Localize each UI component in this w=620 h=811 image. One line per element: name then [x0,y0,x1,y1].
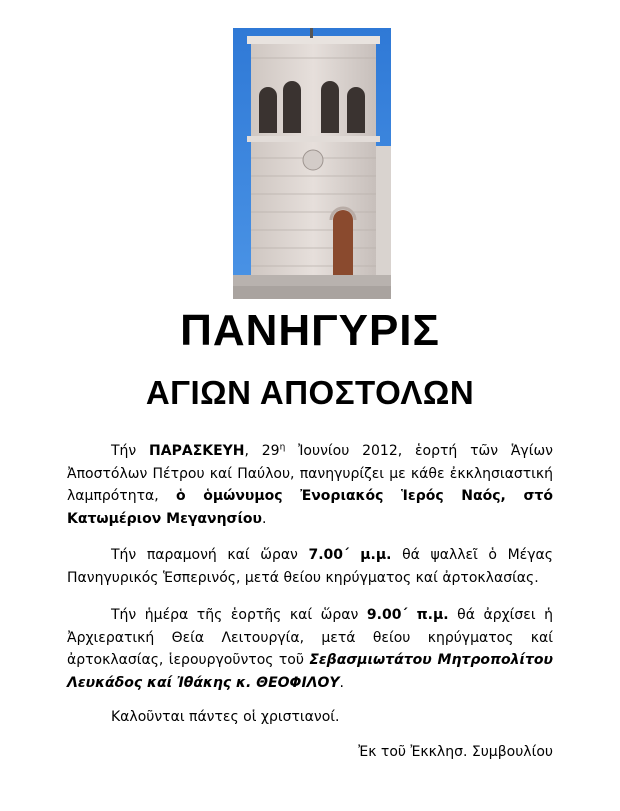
p4-text: Καλοῦνται πάντες οἱ χριστιανοί. [111,709,340,725]
p2-time: 7.00΄ μ.μ. [308,547,392,563]
p2-text-2: θά ψαλλεῖ ὁ Μέγας Πανηγυρικός Ἑσπερινός, μετά θείου κηρύγματος καί ἀρτοκλασίας. [67,547,553,586]
paragraph-liturgy [67,604,553,694]
p1-church: ὁ ὁμώνυμος Ἐνοριακός Ἱερός Ναός, στό Κατωμέριον Μεγανησίου [67,488,553,527]
p3-time: 9.00΄ π.μ. [366,607,449,623]
paragraph-announcement [67,440,553,530]
page-title: ΠΑΝΗΓΥΡΙΣ [180,306,440,355]
p3-text-1: Τήν ἡμέρα τῆς ἑορτῆς καί ὥραν [111,607,367,623]
p2-text-1: Τήν παραμονή καί ὥραν [111,547,309,563]
page-subtitle: ΑΓΙΩΝ ΑΠΟΣΤΟΛΩΝ [145,374,475,411]
p1-day: ΠΑΡΑΣΚΕΥΗ [149,443,245,459]
p3-bishop: Σεβασμιωτάτου Μητροπολίτου Λευκάδος καί Ἰθάκης κ. ΘΕΟΦΙΛΟΥ [67,652,553,691]
paragraph-invitation [67,706,553,729]
p3-text-3: . [339,674,344,691]
p1-text-2: , 29 [244,443,280,459]
p1-superscript: η [279,442,286,453]
p3-text-2: θά ἀρχίσει ἡ Ἀρχιερατική Θεία Λειτουργία, μετά θείου κηρύγματος καί ἀρτοκλασίας, ἱερουργοῦντος τοῦ [67,607,554,668]
p1-text-4: . [261,510,267,527]
p1-text-1: Τήν [111,443,150,459]
signature: Ἐκ τοῦ Ἐκκλησ. Συμβουλίου [358,744,553,760]
paragraph-vespers [67,544,553,589]
bell-tower-photo [233,28,391,299]
p1-text-3: Ἰουνίου 2012, ἑορτή τῶν Ἁγίων Ἀποστόλων Πέτρου καί Παύλου, πανηγυρίζει με κάθε ἐκκλησιαστική λαμπρότητα, [67,443,553,504]
